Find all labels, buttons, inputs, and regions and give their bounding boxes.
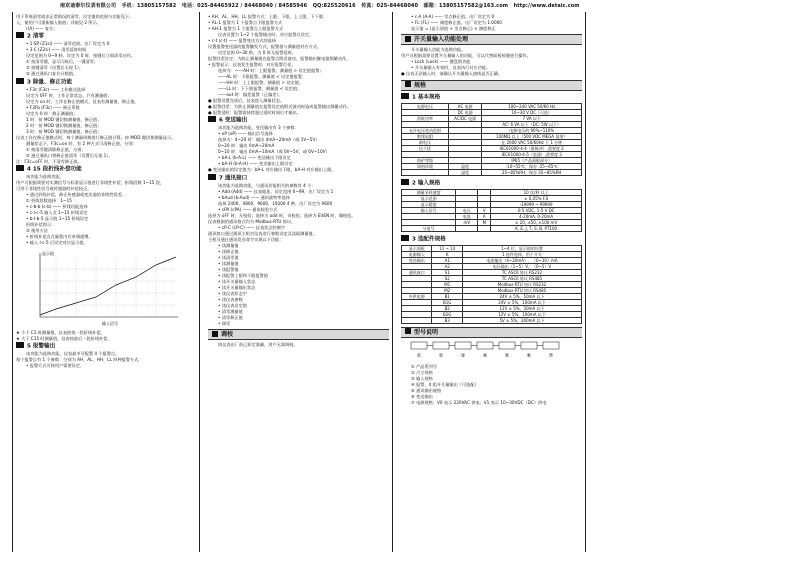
- text-line: 设定范围为 0~9 秒。设定为 0 时，按键后立即清零动作。: [26, 53, 135, 59]
- command-item: • 读修正值: [208, 249, 389, 254]
- text-line: 0~10 时：输出 0mA~10mA（或 0V~5V，或 0V~10V）: [218, 149, 330, 155]
- section-bullet-icon: [16, 78, 24, 84]
- section-banner: 调校: [208, 329, 389, 340]
- section-square-icon: [405, 328, 411, 334]
- model-desc-line: ④ 报警、4 组开关量输出（可选配）: [411, 381, 479, 387]
- table-cell: 湿度: [448, 169, 481, 175]
- table-cell: 5V ± 5%，100mA 以下: [463, 317, 582, 323]
- section-bullet-icon: [401, 235, 409, 241]
- intro-line: 入，使用户可重新输入数值；详细见 2 所示。: [16, 20, 101, 25]
- intro-line: 用于系统清零或非正常情况的清零，设定值的范围与功能见下。: [16, 14, 134, 19]
- table-cell: [456, 225, 478, 231]
- text-line: ● 报警回差：为防止测量值在报警设定值附近波动时造成报警输出频繁动作。: [208, 104, 352, 109]
- model-desc-line: ⑥ 变送输出: [411, 393, 433, 399]
- table-cell: 分度号: [402, 225, 456, 231]
- text-line: 用户可根据需要设置开关量输入的功能，可以代替面板按键进行操作。: [401, 53, 531, 59]
- text-line: 设定为 on 时，工作在修正值模式，仪表有测量值，修正值。: [26, 98, 139, 104]
- column-2: [205, 12, 393, 552]
- text-line: 用户可根据需要对实测信号与标准显示值进行非线性补偿，折线段数 1~15 段，: [16, 180, 165, 186]
- basic-spec-table: [401, 103, 582, 176]
- mobile: 手机：13805157582: [121, 3, 177, 9]
- command-item: • 清零测量值: [208, 309, 389, 314]
- option-spec-body: [402, 245, 582, 323]
- text-line: • c-A (A-A) —— 零点修正值。出厂设定为 0: [411, 14, 495, 19]
- text-line: 可用于非线性信号或传感器的补偿校正。: [16, 186, 92, 192]
- table-cell: A2: [432, 263, 463, 269]
- subsection-title: 1 基本规格: [401, 93, 582, 102]
- section-banner: 开关量输入功能处理: [401, 34, 582, 45]
- text-line: • 报警显示：仪表发生报警时，对应报警灯亮。: [208, 62, 296, 67]
- table-cell: 消耗功率: [402, 115, 449, 121]
- table-cell: B2: [432, 305, 463, 311]
- table-cell: B1: [432, 293, 463, 299]
- section-banner: 型号说明: [401, 327, 582, 338]
- graph-x-label: 输入信号: [102, 320, 118, 326]
- table-cell: Modbus-RTU 协议 RS232: [463, 281, 582, 287]
- section-bullet-icon: [401, 179, 409, 185]
- command-item: • 读开关量输入状态: [208, 279, 389, 284]
- qq: QQ:825520616: [312, 3, 356, 9]
- email: 邮箱：13805157582@163.com: [423, 3, 509, 9]
- note-line: ★ 大于 C15 时测量值，仪表按最后一段折线补偿。: [16, 335, 112, 341]
- section-title: 4 15 段折线补偿功能: [16, 165, 196, 174]
- table-cell: 11 ~ 14: [432, 245, 463, 251]
- text-line: ● 变送输出的设定值为：bA-L 对应输出下限，bA-H 对应输出上限。: [208, 167, 336, 173]
- note-line: ★ 小于 C1 时测量值，仪表按第一段折线补偿。: [16, 329, 105, 335]
- section-bullet-icon: [208, 116, 216, 122]
- command-item: • 读仪表状态字: [208, 291, 389, 296]
- table-cell: 防护等级: [402, 157, 449, 163]
- command-item: • 清零修正值: [208, 315, 389, 320]
- table-cell: 显示面板: [402, 245, 432, 251]
- model-code-label: ⑥: [526, 352, 532, 359]
- command-item: • 读仪表设定值: [208, 303, 389, 308]
- section-bullet-icon: [208, 174, 216, 180]
- table-cell: S2: [432, 275, 463, 281]
- website: http://www.detaic.com: [513, 3, 580, 9]
- model-code-label: ②: [438, 352, 444, 359]
- table-cell: 10 次/秒 以上: [491, 189, 582, 195]
- model-code-label: ⑤: [504, 352, 510, 359]
- section-title: 5 报警输出: [16, 342, 196, 351]
- command-item: • 读仪表参数: [208, 297, 389, 302]
- table-cell: 耐电压: [402, 139, 449, 145]
- table-cell: -19999 ~ 99999: [491, 201, 582, 207]
- command-item: • 调零: [208, 321, 389, 326]
- table-cell: 100~240 VAC 50/60 Hz: [482, 103, 582, 109]
- table-cell: 抗干扰: [402, 145, 449, 151]
- table-cell: 显示精度: [402, 201, 456, 207]
- table-cell: 电压输出（1~5）V、（0~5）V: [463, 263, 582, 269]
- text-line: • bA-H (b-A-H) —— 变送输出上限设定: [218, 161, 293, 167]
- section-title: 3 除量、修正功能: [16, 78, 196, 87]
- model-boxes: [411, 342, 559, 359]
- text-line: 主机可通过通讯发送命令实现以下功能：: [208, 236, 284, 242]
- text-line: ——out 时：偏差报警（正偏差）。: [218, 92, 283, 97]
- text-line: 选择为：——AH 时：上限报警。测量值 > 设定值报警；: [218, 68, 324, 73]
- table-cell: 10~30 V DC（可选）: [482, 109, 582, 115]
- text-line: • 通过折线补偿，修正传感器或变送器的非线性误差。: [26, 192, 127, 198]
- text-line: 折线补偿图示：: [26, 222, 56, 228]
- section-square-icon: [212, 331, 218, 337]
- table-cell: A1: [432, 257, 463, 263]
- text-line: ——AL 时：下限报警。测量值 < 设定值报警；: [218, 74, 307, 79]
- table-cell: TC ASCII 协议 RS232: [463, 269, 582, 275]
- text-line: 报警回差设定：为防止测量值在报警点附近波动，报警输出继电器频繁动作。: [208, 56, 351, 61]
- table-cell: 输入信号: [402, 207, 456, 213]
- section-title: 7 通讯接口: [208, 174, 389, 183]
- text-line: 设定范围 0~30 秒，为 0 时无报警延时。: [218, 50, 297, 55]
- text-line: 测量状态下，F3c=on 时，有 2 种方式可清修正值，分别：: [26, 140, 137, 146]
- table-cell: 通讯接口: [402, 269, 432, 275]
- text-line: 设定为 0 时：修正测量值；: [26, 110, 78, 116]
- text-line: ——HH 时：上上限报警，测量值 > 设定值；: [218, 80, 303, 85]
- model-code-box: [411, 342, 427, 349]
- table-cell: 电流输出（4~20mA）、（0~10）mA: [463, 257, 582, 263]
- table-cell: -10~55℃，保存 -25~65℃: [482, 163, 582, 169]
- table-cell: 12V ± 5%，100mA 以下: [463, 311, 582, 317]
- section-bullet-icon: [16, 342, 24, 348]
- text-line: • 输入 l-c-5 后设定对应显示值。: [26, 240, 88, 246]
- text-line: • F3c (F3c) —— 工作模式选择: [26, 86, 86, 92]
- model-desc-line: ⑦ 电源规格：V0 表示 220VAC 供电；V1 表示 10~30VDC（DC）供电: [411, 399, 547, 405]
- table-cell: AC: 6 VA 以下（DC: 5W 以下）: [482, 121, 582, 127]
- command-item: • 读开关量输出状态: [208, 285, 389, 290]
- basic-spec-body: [402, 103, 582, 175]
- text-line: 显示值 = (显示原值 + 零点修正) × 满度修正: [411, 26, 496, 31]
- table-cell: B1G: [432, 299, 463, 305]
- model-code-diagram: [401, 340, 582, 362]
- text-line: 该功能为选购功能，仪表最多可配置 4 个报警点，: [26, 351, 120, 357]
- table-row: [402, 169, 582, 175]
- column-3: [398, 12, 586, 552]
- text-line: 选择为 oFF 时，无校验；选择为 odd 时，奇校验；选择为 EVEN 时，偶校验。: [208, 212, 356, 218]
- table-cell: 电源电压: [402, 103, 449, 109]
- text-line: ② 按键清零（设置后无视 1）。: [26, 65, 84, 71]
- text-line: • bA-L (b-A-L) —— 变送输出下限设定: [218, 155, 291, 161]
- table-cell: 35~85%RH，保存 35~85%RH: [482, 169, 582, 175]
- text-line: ● 报警设置完成后，仪表进入测量状态。: [208, 98, 285, 103]
- section-bullet-icon: [401, 93, 409, 99]
- section-square-icon: [405, 36, 411, 42]
- table-cell: DC 电源: [448, 109, 481, 115]
- table-cell: 4-20mA, 0-20mA: [491, 213, 582, 219]
- text-line: ① 折线段数选择：1~15: [26, 198, 72, 204]
- text-line: ② 通过通讯口将修正值清零（设置后无视 1）。: [26, 152, 113, 158]
- text-line: 该功能为选购功能，变送输出有 3 个参数：: [218, 125, 299, 131]
- text-line: • Lock (Lock) —— 键盘锁功能: [411, 59, 471, 65]
- text-line: ——LL 时：下下限报警，测量值 < 设定值；: [218, 86, 302, 91]
- text-line: • 报警方式可按用户需要设定。: [26, 363, 85, 369]
- intro-line: r(A) —— 复位；: [26, 26, 58, 31]
- text-line: 选择为：4~20 时：输出 4mA~20mA（或 1V~5V）: [218, 137, 320, 143]
- text-line: 每个报警点有 1 个参数：分别为 AH、AL、HH、LL 四种报警方式，: [16, 357, 143, 363]
- table-cell: 电压: [456, 207, 478, 213]
- table-cell: 在 2000 VAC 50/60Hz 下 1 分钟: [482, 139, 582, 145]
- text-line: 该功能为选购功能。: [26, 174, 64, 180]
- table-cell: 温度: [448, 163, 481, 169]
- model-desc-line: ⑤ 通讯输出规格: [411, 387, 442, 393]
- table-cell: 1 选件选择，用于开关: [463, 251, 582, 257]
- table-cell: A: [478, 213, 491, 219]
- section-title: 6 变送输出: [208, 116, 389, 125]
- model-code-label: ③: [460, 352, 466, 359]
- text-line: • AL-1 报警为 1 个报警点下限报警方式: [208, 20, 283, 25]
- model-code-box: [543, 342, 559, 349]
- command-item: • 读测量值: [208, 261, 389, 266]
- table-cell: B3: [432, 317, 463, 323]
- segment-compensation-graph: [26, 249, 186, 327]
- table-cell: M2: [432, 287, 463, 293]
- text-line: ③ 通过通讯口复位计数值。: [26, 71, 78, 77]
- text-line: • 3·C (Z2si) —— 清零延时时间: [26, 47, 87, 53]
- text-line: 通讯接口通过通讯主机对仪表进行参数设定及读取测量值。: [208, 230, 317, 236]
- table-cell: IEC61000-4-5（浪涌）,重要度 3: [482, 151, 582, 157]
- model-code-box: [521, 342, 537, 349]
- text-line: 2 时：按 MOD 键切换测量值，修正值；: [26, 122, 102, 128]
- table-cell: M: [478, 219, 491, 225]
- text-line: 0~20 时：输出 0mA~20mA: [218, 143, 275, 149]
- text-line: ② 使用方法: [26, 228, 48, 234]
- text-line: 1 时：按 MOD 键切换测量值，修正值；: [26, 116, 102, 122]
- text-line: • b-l-b-5 显示值 1~15 折线设定: [26, 216, 89, 222]
- text-line: 选择 2400、4800、9600、19200 4 种，出厂设定为 9600: [218, 200, 333, 206]
- model-code-box: [455, 342, 471, 349]
- section-square-icon: [405, 81, 411, 87]
- header-bar: [60, 2, 750, 10]
- subsection-title: 2 输入规格: [401, 179, 582, 188]
- text-line: • bAud (b-Aud) —— 通讯波特率选择: [218, 194, 290, 200]
- input-spec-body: [402, 189, 582, 231]
- table-cell: IEC61000-4-4（群脉冲）,重要度 2: [482, 145, 582, 151]
- text-line: 注：F3c=oFF 时，不清零修正值。: [16, 158, 82, 164]
- table-cell: M1: [432, 281, 463, 287]
- text-line: 3 时：按 MOD 键切换测量值，修正值；: [26, 128, 102, 134]
- table-cell: mV: [456, 219, 478, 225]
- text-line: ● 报警延时：报警需持续超过延时时间后才输出。: [208, 110, 301, 115]
- section-bullet-icon: [16, 32, 24, 38]
- model-code-svg: [401, 340, 581, 362]
- text-line: • c-t (c-t) —— 报警变送方式的选择: [208, 38, 277, 43]
- text-line: • 1·SP (Z1si) —— 清零范围。出厂设定为 0: [26, 41, 110, 47]
- table-cell: TC ASCII 协议 RS485: [463, 275, 582, 281]
- table-cell: 24V ± 5%，100mA 以下: [463, 299, 582, 305]
- tel: 电话：025-84465922 / 84468040 / 84585946: [181, 3, 308, 9]
- text-line: • FL (FL) —— 满度修正值。出厂设定为 1.0000: [411, 20, 502, 25]
- text-line: 该功能为选购功能，与通讯功能相关的参数有 4 个：: [218, 182, 316, 188]
- table-cell: AC 电源: [448, 103, 481, 109]
- table-cell: 0-5 VDC, 1-5 V DC: [491, 207, 582, 213]
- graph-svg: [26, 249, 186, 327]
- text-line: • cP-C (cP-C) —— 仪表状态控制字: [218, 224, 286, 230]
- table-row: [402, 225, 582, 231]
- command-item: • 读报警上限和下限报警值: [208, 273, 389, 278]
- table-cell: [478, 225, 491, 231]
- column-1: [12, 12, 200, 552]
- table-cell: 12V ± 5%，50mA 以下: [463, 305, 582, 311]
- table-cell: K, E, J, T, S, B, PT100: [491, 225, 582, 231]
- table-cell: S1: [432, 269, 463, 275]
- text-line: 仪表工作在修正值模式时，每个测量周期进行修正值计算。按 MOD 键切换测量显示。: [16, 134, 176, 140]
- table-cell: 100MΩ 以上（500 VDC MEGA 基准）: [482, 133, 582, 139]
- section-bullet-icon: [16, 165, 24, 171]
- table-cell: [402, 169, 449, 175]
- text-line: 设定为 0FF 时，工作正常状态。只有测量值；: [26, 92, 112, 98]
- table-cell: ± 0.05% F.S: [491, 195, 582, 201]
- model-code-label: ①: [416, 352, 422, 359]
- table-cell: 电流: [456, 213, 478, 219]
- command-item: • 读报警值: [208, 267, 389, 272]
- text-line: ● 仪表无法输入时，请确认开关量输入接线是否正确。: [401, 71, 503, 77]
- model-desc-line: ① 产品系列号: [411, 363, 438, 369]
- table-row: [402, 317, 582, 323]
- text-line: 请仪表出厂前已标定准确，用户无需调校。: [218, 342, 298, 348]
- table-cell: 电源输入: [402, 251, 432, 257]
- subsection-title: 3 选配件规格: [401, 235, 582, 244]
- command-item: • 读清零值: [208, 255, 389, 260]
- model-desc-line: ② 尺寸规格: [411, 369, 433, 375]
- table-cell: K: [432, 251, 463, 257]
- model-code-box: [433, 342, 449, 349]
- option-spec-table: [401, 245, 582, 324]
- table-cell: 外供电源: [402, 293, 432, 299]
- table-cell: 周围环境: [402, 163, 449, 169]
- text-line: 仪表设置为 1~2 个报警输出时，对应报警点设定。: [218, 32, 314, 37]
- table-cell: 电源电压的 90%~110%: [482, 127, 582, 133]
- command-item: • 读测量值: [208, 243, 389, 248]
- text-line: • AH-1 报警为 1 个报警点上限报警方式: [208, 26, 284, 31]
- text-line: • c-b-b (c-b) —— 折线功能选择: [26, 204, 88, 210]
- text-line: • cPA (cPA) —— 通讯校验方式: [218, 206, 278, 212]
- table-cell: AC/DC 电源: [448, 115, 481, 121]
- text-line: ① 按清零键，显示闪烁后，一键清零。: [26, 59, 99, 65]
- graph-polyline: [40, 257, 176, 315]
- table-cell: 显示范围: [402, 195, 456, 201]
- text-line: 开关量输入功能为选购功能。: [411, 47, 466, 53]
- text-line: • 折线补偿点在量程内应单调递增。: [26, 234, 93, 240]
- table-cell: B2G: [432, 311, 463, 317]
- company-name: 南京迪泰尔仪表有限公司: [60, 3, 117, 9]
- fax: 传真：025-84468040: [361, 3, 419, 9]
- text-line: • Add (Add) —— 仪表地址。设定范围 0~99，出厂设定为 1: [218, 188, 334, 194]
- table-cell: 24V ± 5%，50mA 以下: [463, 293, 582, 299]
- text-line: 仪表数据的通讯格式均为 Modbus-RTU 协议。: [208, 218, 296, 224]
- text-line: • c-l-c-5 输入点 1~15 折线设定: [26, 210, 88, 216]
- section-title: 2 清零: [16, 32, 196, 41]
- table-cell: ± 20, ±50, ±100 mV: [491, 219, 582, 225]
- text-line: • F3Fb (F3c) —— 修正系数: [26, 104, 80, 110]
- table-cell: [402, 317, 432, 323]
- table-cell: 允许电压变动范围: [402, 127, 449, 133]
- model-code-label: ⑦: [548, 352, 554, 359]
- section-banner: 规格: [401, 80, 582, 91]
- input-spec-table: [401, 189, 582, 232]
- table-cell: 1~4 位，显示值的设置: [463, 245, 582, 251]
- table-cell: 变送输出: [402, 257, 432, 263]
- table-cell: 7 VA 以下: [482, 115, 582, 121]
- table-cell: 绝缘电阻: [402, 133, 449, 139]
- table-cell: IP65（产品面板部分）: [482, 157, 582, 163]
- model-desc-line: ③ 输入规格: [411, 375, 433, 381]
- text-line: ① 按清零键清除修正值，分别；: [26, 146, 86, 152]
- table-cell: V: [478, 207, 491, 213]
- model-code-box: [499, 342, 515, 349]
- model-code-box: [477, 342, 493, 349]
- text-line: • oP (oP) —— 输出信号选择: [218, 131, 273, 137]
- graph-y-label: 显示值: [42, 250, 54, 256]
- table-cell: 测量采样速度: [402, 189, 456, 195]
- text-line: • 开关量输入有效时，仪表执行对应功能。: [411, 65, 491, 71]
- table-cell: Modbus-RTU 协议 RS485: [463, 287, 582, 293]
- text-line: • AH、AL、HH、LL 报警方式：上限、下限、上上限、下下限: [208, 14, 324, 19]
- model-code-label: ④: [482, 352, 488, 359]
- text-line: 设置报警变送器的报警触发方式，报警值与测量值对应方式。: [208, 44, 322, 49]
